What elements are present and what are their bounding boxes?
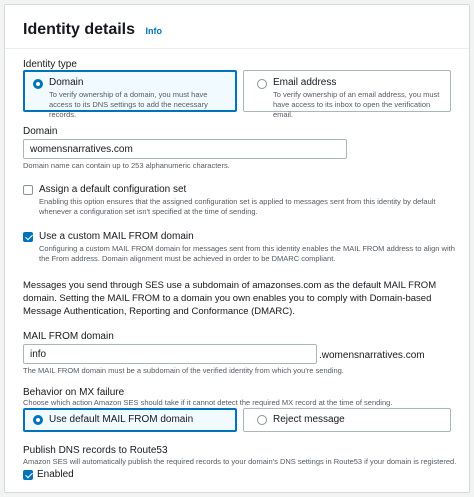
mail-from-info-paragraph: Messages you send through SES use a subdomain of amazonses.com as the default MAIL FROM domain. Setting the MAIL FROM to a domain you own enables you to comply with Domain-based Message Authentication, Reporting and Conformance (DMARC).	[23, 280, 437, 317]
domain-radio[interactable]	[33, 79, 43, 89]
default-config-checkbox[interactable]	[23, 185, 33, 195]
mx-default-radio[interactable]	[33, 415, 43, 425]
identity-type-email-tile[interactable]	[243, 70, 451, 119]
mx-reject-radio[interactable]	[257, 415, 267, 425]
email-option-desc: To verify ownership of an email address, you must have access to its inbox to open the verification email.	[273, 90, 440, 119]
route53-label: Publish DNS records to Route53	[23, 445, 168, 456]
route53-enabled-checkbox[interactable]	[23, 470, 33, 480]
identity-type-domain-tile[interactable]	[23, 70, 237, 119]
identity-details-panel	[4, 4, 470, 493]
mx-default-title: Use default MAIL FROM domain	[49, 414, 194, 425]
route53-desc: Amazon SES will automatically publish the required records to your domain's DNS settings in Route53 if your domain is registered.	[23, 457, 457, 466]
domain-option-desc: To verify ownership of a domain, you must have access to its DNS settings to add the necessary records.	[49, 90, 208, 119]
domain-option-title: Domain	[49, 77, 84, 88]
mx-failure-desc: Choose which action Amazon SES should take if it cannot detect the required MX record at the time of sending.	[23, 398, 393, 407]
mx-reject-title: Reject message	[273, 414, 345, 425]
domain-input[interactable]: womensnarratives.com	[23, 139, 347, 159]
email-option-title: Email address	[273, 77, 337, 88]
panel-title: Identity details	[23, 21, 136, 38]
domain-label: Domain	[23, 126, 58, 137]
custom-mail-from-checkbox[interactable]	[23, 232, 33, 242]
identity-type-label: Identity type	[23, 59, 77, 70]
route53-enabled-label: Enabled	[37, 469, 74, 480]
info-link[interactable]: Info	[145, 26, 162, 36]
mx-failure-label: Behavior on MX failure	[23, 387, 125, 398]
default-config-label: Assign a default configuration set	[39, 184, 187, 195]
custom-mail-from-label: Use a custom MAIL FROM domain	[39, 231, 194, 242]
mx-reject-tile[interactable]	[243, 408, 451, 432]
mail-from-domain-suffix: .womensnarratives.com	[319, 350, 425, 361]
panel-header	[5, 5, 469, 49]
mx-default-tile[interactable]	[23, 408, 237, 432]
mail-from-domain-input[interactable]: info	[23, 344, 317, 364]
custom-mail-from-desc: Configuring a custom MAIL FROM domain for messages sent from this identity enables the MAIL FROM address to align with the From address. Domain alignment must be achieved in order to be DMARC compliant.	[39, 244, 455, 263]
default-config-desc: Enabling this option ensures that the assigned configuration set is applied to messages sent from this identity by default whenever a configuration set isn't specified at the time of sending.	[39, 197, 436, 216]
mail-from-domain-hint: The MAIL FROM domain must be a subdomain of the verified identity from which you're sending.	[23, 366, 344, 375]
domain-hint: Domain name can contain up to 253 alphanumeric characters.	[23, 161, 230, 170]
mail-from-domain-label: MAIL FROM domain	[23, 331, 114, 342]
email-radio[interactable]	[257, 79, 267, 89]
